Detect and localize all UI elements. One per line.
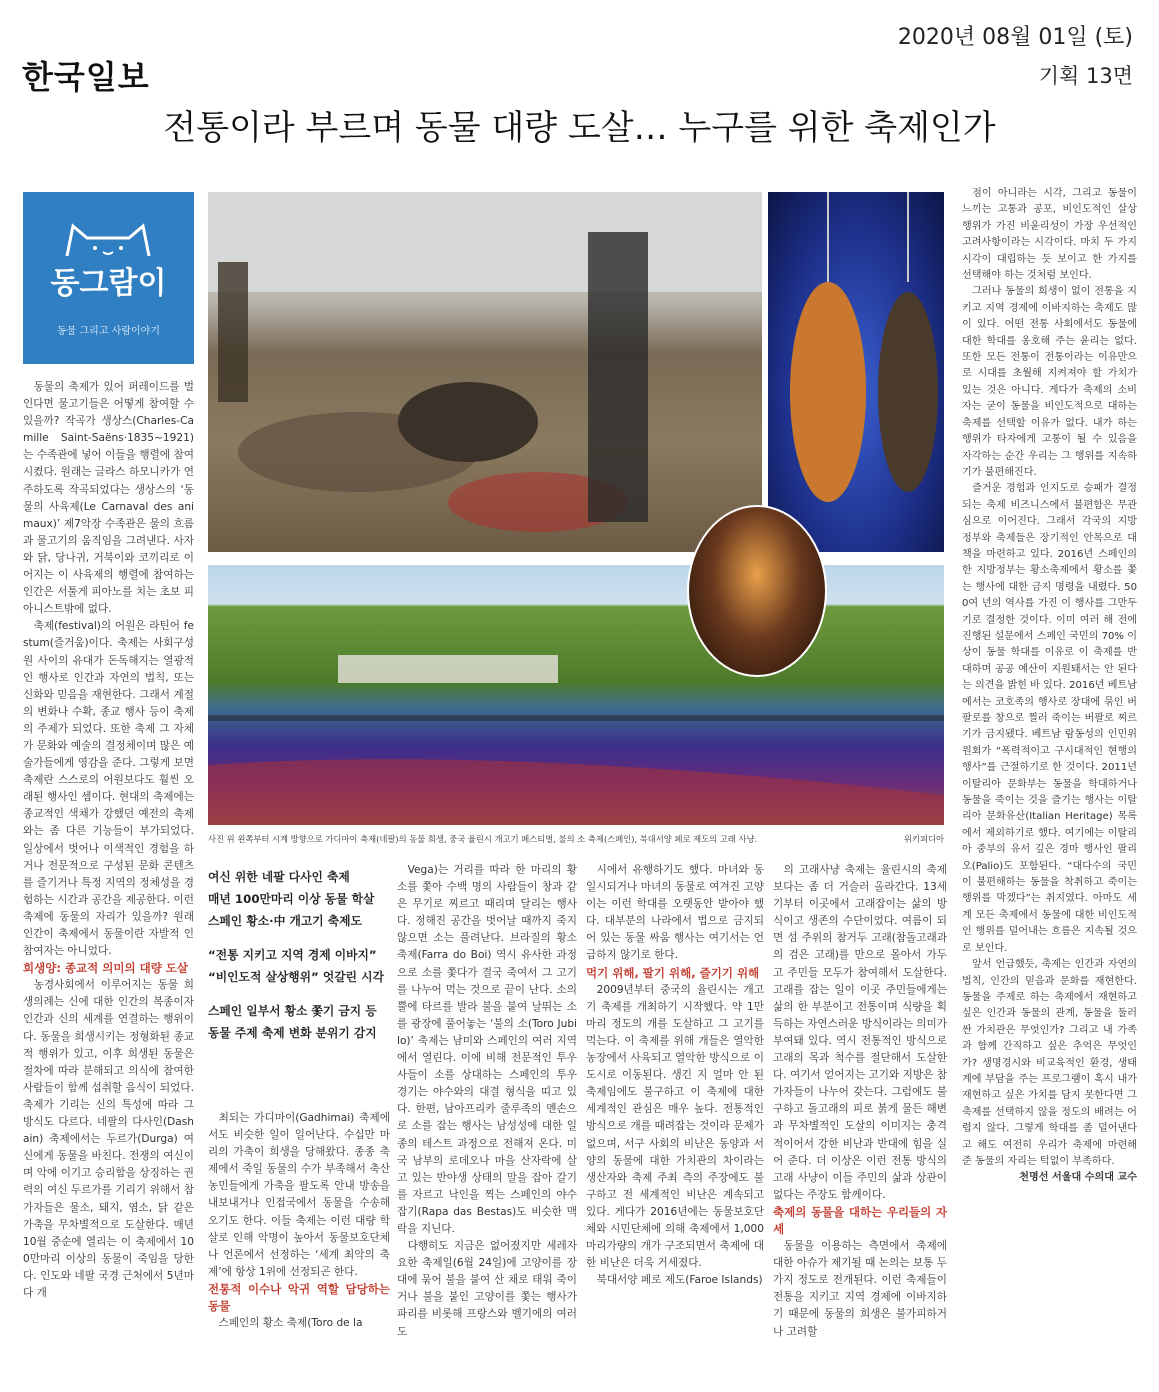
article-column-5 [773,862,947,1341]
paragraph: 즐거운 경험과 인지도로 승패가 결정되는 축제 비즈니스에서 불편함은 무관심으로 이어진다. 그래서 각국의 지방 정부와 축제들은 장기적인 안목으로 대책을 마련하고 있다. 2016년 스페인의 한 지방정부는 황소축제에서 황소를 쫓는 행사에 대한 금지 명령을 내렸다. 500여 년의 역사를 가진 이 행사를 그만두기로 결정한 것이다. 이미 여러 해 전에 진행된 설문에서 스페인 국민의 70% 이상이 동물 학대를 이유로 이 축제를 반대하며 공공 예산이 지원돼서는 안 된다는 의견을 밝힌 바 있다. 2016년 베트남에서는 코호족의 행사로 장대에 묶인 버팔로를 창으로 찔러 죽이는 버팔로 찌르기가 금지됐다. 베트남 람동성의 인민위원회가 “폭력적이고 구시대적인 현행의 행사”를 근절하기로 한 것이다. 2011년 이탈리아 문화부는 동물을 학대하거나 동물을 죽이는 것을 즐기는 행사는 이탈리아 문화유산(Italian Heritage) 목록에서 제외하기로 했다. 여기에는 이탈리아 중부의 유서 깊은 경마 행사인 팔리오(Palio)도 포함된다. “대다수의 국민이 불편해하는 동물을 착취하고 죽이는 행위를 막겠다”는 취지였다. 아마도 세계 모든 축제에서 동물에 대한 비인도적인 행위를 덜어내는 흐름은 지속될 것으로 보인다. [962,483,1137,954]
paragraph: 축제(festival)의 어원은 라틴어 festum(즐거움)이다. 축제는 사회구성원 사이의 유대가 돈독해지는 열광적인 행사로 인간과 자연의 법칙, 또는 신화와 믿음을 재현한다. 그래서 계절의 변화나 수확, 종교 행사 등이 축제의 주제가 되었다. 또한 축제 그 자체가 문화와 예술의 결정체이며 많은 예술가들에게 영감을 준다. 그렇게 보면 축제란 스스로의 어원보다도 훨씬 오래된 행사인 셈이다. 현대의 축제에는 종교적인 색채가 강했던 예전의 축제와는 좀 다른 기능들이 부가되었다. 일상에서 벗어나 이색적인 경험을 하거나 전문적으로 구성된 문화 콘텐츠를 즐기거나 특정 지역의 정체성을 경험하는 시간과 공간을 제공한다. 이런 축제에 동물의 자리가 있을까? 원래 인간이 축제에서 동물이란 자발적 인 참여자는 아니었다. [23,620,194,958]
pull-quote-line: 여신 위한 네팔 다사인 축제 [208,870,350,884]
subheading: 전통적 이수나 악귀 역할 담당하는 동물 [208,1281,390,1314]
badge-title: 동그람이 [50,266,167,301]
photo-yulin-festival [768,192,944,552]
paragraph: 의 고래사냥 축제는 율린시의 축제보다는 좀 더 거슬러 올라간다. 13세기부터 이곳에서 고래잡이는 삶의 방식이고 생존의 수단이었다. 여름이 되면 섬 주위의 참거두 고래(참돌고래과의 검은 고래)를 만으로 몰아서 가두고 주민들 모두가 참여해서 도살한다. 고래를 잡는 일이 이곳 주민들에게는 삶의 한 부분이고 전통이며 식량을 획득하는 자연스러운 방식이라는 의미가 부여돼 있다. 역시 전통적인 방식으로 고래의 목과 척수를 절단해서 도살한다. 여기서 얻어지는 고기와 지방은 참가자들이 나누어 갖는다. 그럼에도 불구하고 돌고래의 피로 붉게 물든 해변과 무차별적인 도살의 이미지는 충격적이어서 강한 비난과 반대에 힘을 실어 준다. 더 이상은 이런 전통 방식의 고래 사냥이 이들 주민의 삶과 상관이 없다는 주장도 함께이다. [773,864,947,1201]
paragraph: 농경사회에서 이루어지는 동물 희생의례는 신에 대한 인간의 복종이자 인간과 신의 세계를 연결하는 행위이다. 동물을 희생시키는 정형화된 종교적 행위가 있고, 이후 희생된 동물은 절차에 따라 분해되고 의식에 참여한 사람들이 함께 섭취할 음식이 되었다. 축제가 기리는 신의 특성에 따라 그 방식도 다르다. 네팔의 다사인(Dashain) 축제에서는 두르가(Durga) 여신에게 동물을 바친다. 전쟁의 여신이며 악에 이기고 승리함을 상징하는 권력의 여신 두르가를 기리기 위해서 참가자들은 물소, 돼지, 염소, 닭 같은 가축을 무차별적으로 도살한다. 매년 10월 중순에 열리는 이 축제에서 100만마리 이상의 동물이 죽임을 당한다. 인도와 네팔 국경 근처에서 5년마다 개 [23,979,194,1299]
subheading: 희생양: 종교적 의미의 대량 도살 [23,961,189,976]
subheading: 먹기 위해, 팔기 위해, 즐기기 위해 [586,965,760,980]
pull-quote-line: 동물 주제 축제 변화 분위기 감지 [208,1026,377,1040]
paragraph: 동물을 이용하는 측면에서 축제에 대한 아슈가 제기될 때 논의는 보통 두 가지 정도로 전개된다. 이런 축제들이 전통을 지키고 지역 경제에 이바지하기 때문에 동물의 희생은 불가피하거나 고려할 [773,1240,947,1338]
paragraph: 시에서 유행하기도 했다. 마녀와 동일시되거나 마녀의 동물로 여겨진 고양이는 이런 학대를 오랫동안 받아야 했다. 대부분의 나라에서 법으로 금지되어 있는 동물 싸움 행사는 여기서는 언급하지 않기로 한다. [586,864,764,962]
photo-gadhimai-sacrifice [208,192,762,552]
paragraph: 북대서양 페로 제도(Faroe Islands) [596,1274,763,1287]
pull-quote-line: “전통 지키고 지역 경제 이바지” [208,948,377,962]
cat-ears-icon [63,222,153,258]
headline: 전통이라 부르며 동물 대량 도살… 누구를 위한 축제인가 [163,108,996,148]
caption-text: 사진 위 왼쪽부터 시계 방향으로 가디마이 축제(네팔)의 동물 희생, 중국 율린시 개고기 페스티벌, 불의 소 축제(스페인), 북대서양 페로 제도의 고래 사냥. [208,834,758,844]
byline: 천명선 서울대 수의대 교수 [1019,1172,1137,1184]
pull-quote-line: 스페인 황소·中 개고기 축제도 [208,914,362,928]
paragraph: 다행히도 지금은 없어졌지만 세레자요한 축제일(6월 24일)에 고양이를 장대에 묶어 불을 붙여 산 채로 태워 죽이거나 불을 붙인 고양이를 쫓는 행사가 파리를 비롯해 프랑스와 벨기에의 여러 도 [397,1240,577,1338]
paragraph: 그러나 동물의 희생이 없이 전통을 지키고 지역 경제에 이바지하는 축제도 많이 있다. 어떤 전통 사회에서도 동물에 대한 학대를 옹호해 주는 윤리는 없다. 또한 모든 전통이 전통이라는 이유만으로 시대를 초월해 지켜져야 할 가치가 있는 것은 아니다. 게다가 축제의 소비자는 굳이 동물을 비인도적으로 대하는 축제를 선택할 이유가 없다. 내가 하는 행위가 타자에게 고통이 될 수 있음을 자각하는 순간 우리는 그 행위를 지속하기가 불편해진다. [962,286,1137,478]
article-column-4 [586,862,764,1289]
paragraph: 2009년부터 중국의 율린시는 개고기 축제를 개최하기 시작했다. 약 1만마리 정도의 개를 도살하고 그 고기를 먹는다. 이 축제를 위해 개들은 열악한 농장에서 사육되고 열악한 방식으로 이도시로 이동된다. 생긴 지 얼마 안 된 축제임에도 불구하고 이 축제에 대한 세계적인 관심은 매우 높다. 전통적인 방식으로 개를 때려잡는 것이라 문제가 없으며, 서구 사회의 비난은 동양과 서양의 동물에 대한 가치관의 차이라는 생산자와 축제 주최 측의 주장에도 불구하고 전 세계적인 비난은 계속되고 있다. 게다가 2016년에는 동물보호단체와 시민단체에 의해 축제에서 1,000마리가량의 개가 구조되면서 축제에 대한 비난은 더욱 거세졌다. [586,983,764,1270]
photo-caption [208,833,944,845]
subheading: 축제의 동물을 대하는 우리들의 자세 [773,1204,947,1236]
pull-quote-line: “비인도적 살상행위” 엇갈린 시각 [208,970,384,984]
section-page: 기획 13면 [1038,64,1133,88]
pull-quote-line: 스페인 일부서 황소 쫓기 금지 등 [208,1004,377,1018]
paragraph: Vega)는 거리를 따라 한 마리의 황소를 쫓아 수백 명의 사람들이 창과 같은 무기로 찌르고 때리며 달리는 행사다. 정해진 공간을 벗어날 때까지 죽지 않으면 소는 풀려난다. 브라질의 황소 축제(Farra do Boi) 역시 유사한 과정으로 소를 쫓다가 결국 죽여서 그 고기를 나누어 먹는 것으로 끝이 난다. 소의 뿔에 타르를 발라 불을 붙여 날뛰는 소를 광장에 풀어놓는 ‘불의 소(Toro Jubilo)’ 축제는 남미와 스페인의 여러 지역에서 열린다. 이에 비해 전문적인 투우사들이 소를 상대하는 스페인의 투우 경기는 야수와의 대결 형식을 띠고 있다. 한편, 남아프리카 줄루족의 멘손으로 소를 잡는 행사는 남성성에 대한 일종의 테스트 과정으로 전해져 온다. 미국 남부의 로데오나 마을 산자락에 살고 있는 반야생 상태의 말을 잡아 갈기를 자르고 낙인을 찍는 스페인의 야수 잡기(Rapa das Bestas)도 비슷한 맥락을 지닌다. [397,864,577,1235]
issue-date: 2020년 08월 01일 (토) [897,25,1133,50]
pull-quote [208,866,390,1044]
paragraph: 앞서 언급했듯, 축제는 인간과 자연의 법칙, 인간의 믿음과 문화를 재현한다. 동물을 주제로 하는 축제에서 재현하고 싶은 인간과 동물의 관계, 동물을 둘러싼 가치관은 무엇인가? 그리고 내 가족과 함께 간직하고 싶은 추억은 무엇인가? 생명경시와 비교육적인 환경, 생태계에 부담을 주는 프로그램이 혹시 내가 재현하고 싶은 가치를 담지 못한다면 그 축제를 선택하지 않을 정도의 배려는 어렵지 않다. 그렇게 학대를 좀 덜어낸다고 해도 여전히 우리가 축제에 마련해 준 동물의 자리는 턱없이 부족하다. [962,959,1137,1167]
article-column-6 [962,186,1137,1187]
paragraph: 점이 아니라는 시각, 그리고 동물이 느끼는 고통과 공포, 비인도적인 살상 행위가 가진 비윤리성이 가장 우선적인 고려사항이라는 시각이다. 마치 두 가지 시각이 대립하는 듯 보이고 한 가지를 선택해야 하는 것처럼 보인다. [962,188,1137,282]
article-column-1 [23,379,194,1302]
photo-credit: 위키피디아 [903,834,944,844]
article-column-3 [397,862,577,1341]
column-badge [23,192,194,364]
newspaper-logo: 한국일보 [22,58,150,96]
badge-subtitle: 동물 그리고 사람이야기 [57,326,160,337]
paragraph: 동물의 축제가 있어 퍼레이드를 벌인다면 물고기들은 어떻게 참여할 수 있을까? 작곡가 생상스(Charles-Camille Saint-Saëns·1835~1921)는 수족관에 넣어 이들을 행렬에 참여시켰다. 원래는 글라스 하모니카가 연주하도록 작곡되었다는 생상스의 ‘동물의 사육제(Le Carnaval des animaux)’ 제7악장 수족관은 물의 흐름과 물고기의 움직임을 그려낸다. 사자와 닭, 당나귀, 거북이와 코끼리로 이어지는 이 사육제의 행렬에 참여하는 인간은 서툴게 피아노를 치는 초보 피아니스트밖에 없다. [23,381,194,616]
paragraph: 스페인의 황소 축제(Toro de la [218,1317,363,1330]
photo-toro-jubilo [687,505,827,677]
paragraph: 최되는 가디마이(Gadhimai) 축제에서도 비슷한 일이 일어난다. 수십만 마리의 가축이 희생을 당해왔다. 종종 축제에서 죽일 동물의 수가 부족해서 축산농민들에게 가축을 팔도록 안내 방송을 내보내거나 인접국에서 동물을 수송해 오기도 한다. 이들 축제는 이런 대량 학살로 인해 악명이 높아서 동물보호단체나 언론에서 선정하는 ‘세계 최악의 축제’에 항상 1위에 선정되곤 한다. [208,1112,390,1278]
photo-faroe-whaling [208,565,944,825]
article-column-2 [208,1110,390,1332]
pull-quote-line: 매년 100만마리 이상 동물 학살 [208,892,375,906]
